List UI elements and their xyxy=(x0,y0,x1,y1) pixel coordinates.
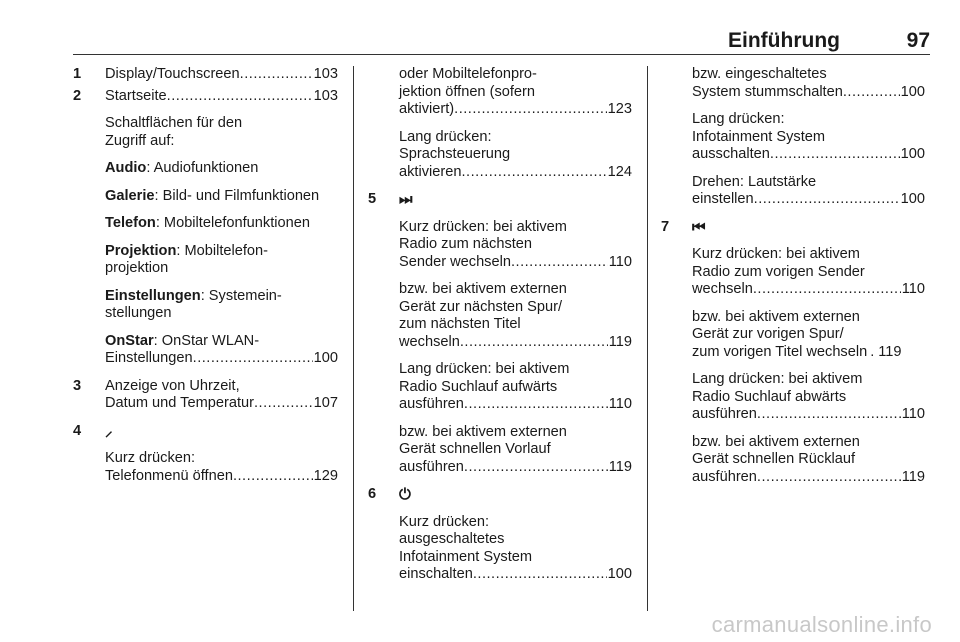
page-ref[interactable]: 129 xyxy=(313,467,338,484)
item-number: 4 xyxy=(73,422,82,439)
item-number: 5 xyxy=(368,191,377,207)
page-ref[interactable]: 119 xyxy=(901,468,925,485)
page-ref[interactable]: 100 xyxy=(900,191,925,207)
paragraph: Lang drücken: Sprachsteuerung aktivieren ..... 124 xyxy=(399,129,632,182)
page-ref[interactable]: 110 xyxy=(901,406,925,422)
page-ref[interactable]: 107 xyxy=(313,395,338,411)
page-ref[interactable]: 100 xyxy=(313,350,338,366)
feature-telefon: Telefon: Mobiltelefonfunktionen xyxy=(105,215,310,231)
page-title: Einführung xyxy=(728,29,840,52)
page-ref[interactable]: 119 xyxy=(878,343,902,360)
power-icon: ⏻ xyxy=(399,486,411,503)
column-2 xyxy=(368,66,632,584)
item-number: 6 xyxy=(368,486,377,502)
item-number: 1 xyxy=(73,66,82,82)
page-ref[interactable]: 100 xyxy=(900,83,925,100)
feature-audio: Audio: Audiofunktionen xyxy=(105,160,259,176)
paragraph: Drehen: Lautstärke einstellen ..... 100 xyxy=(692,174,925,209)
item-4: 4 ⸝ Kurz drücken: Telefonmenü öffnen ..... 129 xyxy=(73,423,338,486)
feature-galerie: Galerie: Bild- und Filmfunktionen xyxy=(105,187,320,204)
page-ref[interactable]: 110 xyxy=(901,281,925,297)
page-ref[interactable]: 103 xyxy=(313,66,338,82)
paragraph: bzw. eingeschaltetes System stummschalten ..... 100 xyxy=(692,66,925,101)
previous-track-icon: ⏮ xyxy=(692,218,706,236)
page-ref[interactable]: 103 xyxy=(313,87,338,104)
paragraph: Schaltflächen für den Zugriff auf: xyxy=(105,115,243,149)
feature-einstellungen: Einstellungen: Systemein- stellungen xyxy=(105,287,282,321)
item-6: 6 ⏻ Kurz drücken: ausgeschaltetes Infotainment System einschalten ..... 100 xyxy=(368,486,632,584)
item-text: Startseite xyxy=(105,87,167,104)
page-ref[interactable]: 100 xyxy=(607,566,632,582)
page-number: 97 xyxy=(906,29,930,52)
page-ref[interactable]: 124 xyxy=(607,163,632,180)
item-3: 3 Anzeige von Uhrzeit, Datum und Temperatur ..... 107 xyxy=(73,378,338,413)
item-number: 2 xyxy=(73,87,82,104)
page-ref[interactable]: 119 xyxy=(608,458,632,475)
page-ref[interactable]: 100 xyxy=(900,146,925,162)
page-ref[interactable]: 119 xyxy=(608,333,632,350)
paragraph: Lang drücken: Infotainment System ausschalten ..... 100 xyxy=(692,111,925,164)
item-5: 5 ⏭ Kurz drücken: bei aktivem Radio zum nächsten Sender wechseln ..... 110 bzw. bei aktivem externen Gerät zur nächsten Spur/ zum nächsten Titel wechseln ..... 119 Lang drücken: bei aktivem Radio Suchlauf aufwärts ausführen ..... 110 bzw. bei aktivem externen Gerät schnellen Vorlauf ausführen ..... 119 xyxy=(368,191,632,476)
phone-icon: ⸝ xyxy=(105,422,113,440)
next-track-icon: ⏭ xyxy=(399,191,413,208)
feature-projektion: Projektion: Mobiltelefon- projektion xyxy=(105,242,269,276)
page-ref[interactable]: 110 xyxy=(608,396,632,412)
page-ref[interactable]: 123 xyxy=(607,101,632,117)
page-ref[interactable]: 110 xyxy=(608,253,632,270)
item-7: 7 ⏮ Kurz drücken: bei aktivem Radio zum vorigen Sender wechseln ..... 110 bzw. bei aktivem externen Gerät zur vorigen Spur/ zum vorigen Titel wechseln . 119 Lang drücken: bei aktivem Radio Suchlauf abwärts ausführen ..... 110 bzw. bei aktivem externen Gerät schnellen Rücklauf ausführen ..... 119 xyxy=(661,219,925,487)
watermark: carmanualsonline.info xyxy=(711,612,932,637)
column-divider-1 xyxy=(353,66,354,611)
item-number: 3 xyxy=(73,377,82,394)
item-text: Display/Touchscreen xyxy=(105,66,240,82)
item-2 xyxy=(73,88,338,368)
paragraph: oder Mobiltelefonpro- jektion öffnen (sofern aktiviert) ..... 123 xyxy=(399,66,632,119)
item-number: 7 xyxy=(661,218,670,235)
column-3 xyxy=(661,66,925,496)
header-rule xyxy=(73,54,930,55)
column-1 xyxy=(73,66,338,485)
feature-onstar: OnStar: OnStar WLAN- Einstellungen ..... 100 xyxy=(105,333,338,368)
column-divider-2 xyxy=(647,66,648,611)
item-1 xyxy=(73,66,338,84)
